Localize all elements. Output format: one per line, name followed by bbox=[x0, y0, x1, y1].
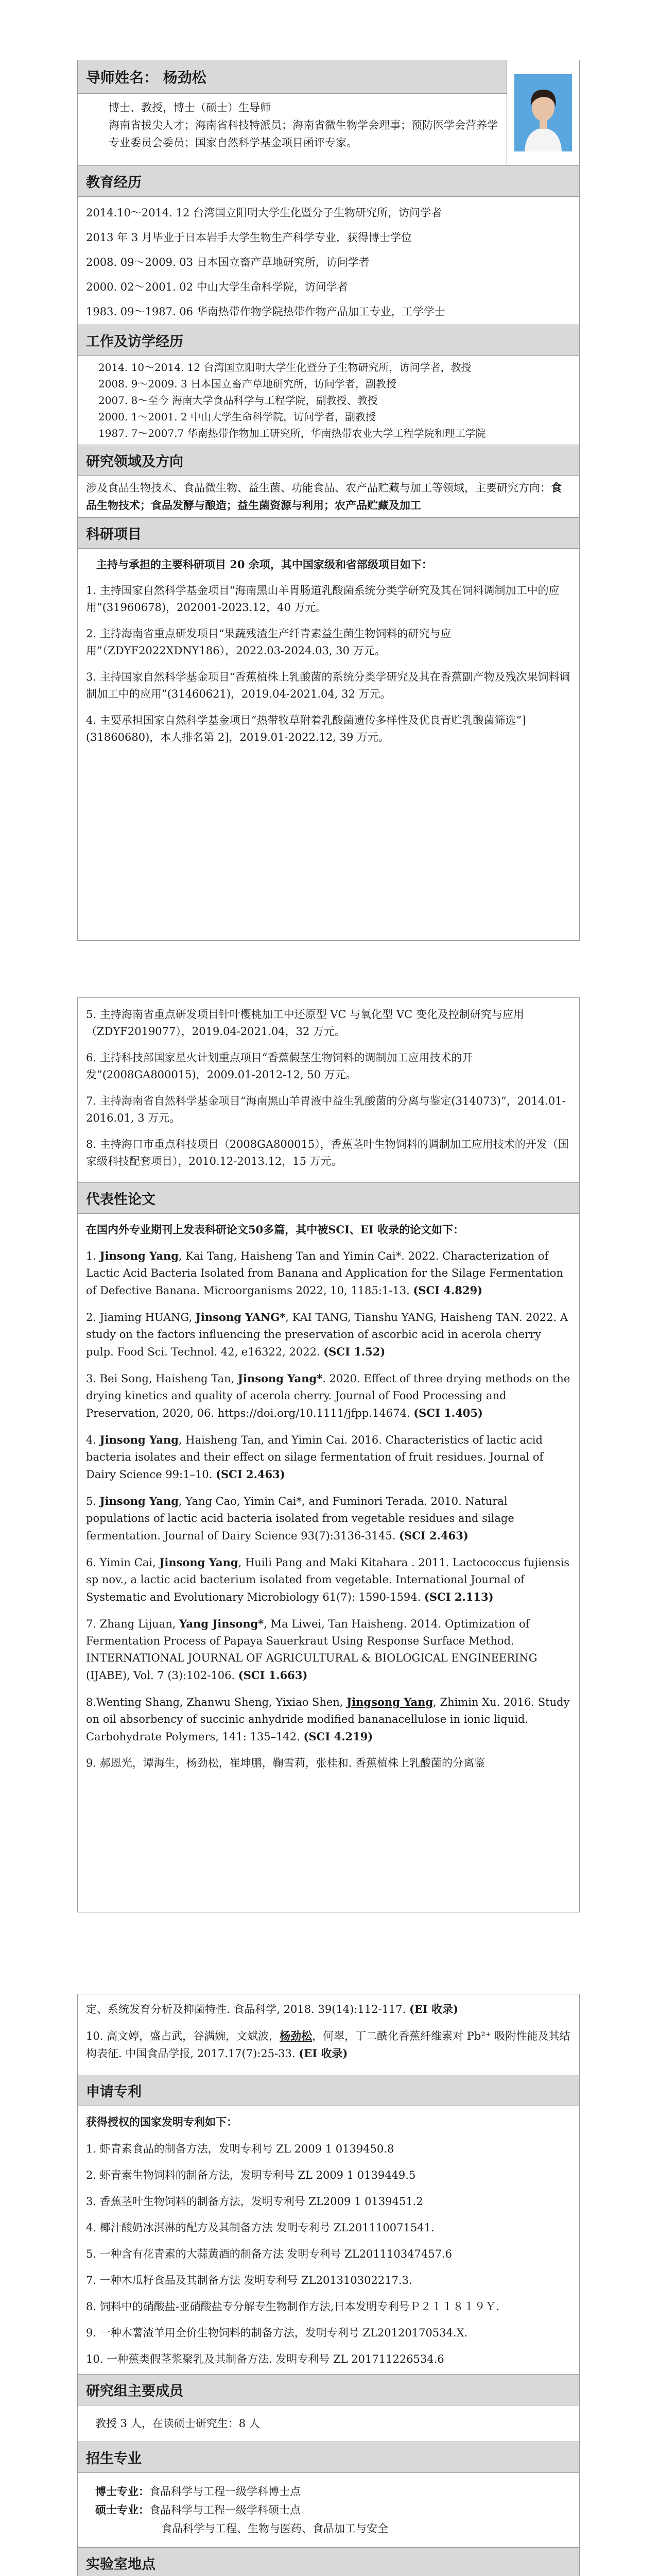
patent-item: 10. 一种蕉类假茎浆聚乳及其制备方法. 发明专利号 ZL 201711226534.6 bbox=[86, 2353, 444, 2365]
project-item: 4. 主要承担国家自然科学基金项目“热带牧草附着乳酸菌遗传多样性及优良青贮乳酸菌筛选”](31860680)，本人排名第 2]，2019.01-2022.12, 39 万元。 bbox=[86, 714, 526, 743]
work-item: 2008. 9～2009. 3 日本国立畜产草地研究所，访问学者，副教授 bbox=[98, 378, 397, 390]
enrollment-text bbox=[78, 2473, 579, 2547]
advisor-titles: 博士、教授，博士（硕士）生导师 bbox=[109, 101, 271, 114]
advisor-honors: 海南省拔尖人才；海南省科技特派员；海南省微生物学会理事；预防医学会营养学专业委员会委员；国家自然科学基金项目函评专家。 bbox=[109, 119, 498, 149]
paper-item: 8.Wenting Shang, Zhanwu Sheng, Yixiao Shen, Jingsong Yang, Zhimin Xu. 2016. Study on oil absorbency of succinic anhydride modified bananacellulose in ionic liquid. Carbohydrate Polymers, 141: 135–142. (SCI 4.219) bbox=[86, 1696, 570, 1743]
paper-index: (SCI 1.52) bbox=[323, 1345, 386, 1358]
research-area-text bbox=[78, 476, 579, 517]
master-label: 硕士专业： bbox=[95, 2503, 149, 2516]
education-item: 2014.10～2014. 12 台湾国立阳明大学生化暨分子生物研究所，访问学者 bbox=[86, 207, 442, 219]
project-item: 3. 主持国家自然科学基金项目“香蕉植株上乳酸菌的系统分类学研究及其在香蕉副产物及残次果饲料调制加工中的应用”(31460621)，2019.04-2021.04, 32 万元。 bbox=[86, 671, 570, 700]
paper-item: 6. Yimin Cai, Jinsong Yang, Huili Pang and Maki Kitahara . 2011. Lactococcus fujiensis sp nov., a lactic acid bacterium isolated from vegetable. International Journal of Systematic and Evolutionary Microbiology 61(7): 1590-1594. (SCI 2.113) bbox=[86, 1556, 570, 1603]
paper-index: (SCI 1.405) bbox=[413, 1406, 483, 1419]
projects-intro: 主持与承担的主要科研项目 20 余项，其中国家级和省部级项目如下： bbox=[96, 558, 432, 571]
projects-list bbox=[78, 549, 579, 758]
education-item: 2008. 09～2009. 03 日本国立畜产草地研究所，访问学者 bbox=[86, 256, 370, 268]
papers-intro: 在国内外专业期刊上发表科研论文50多篇，其中被SCI、EI 收录的论文如下： bbox=[86, 1223, 464, 1236]
papers-header: 代表性论文 bbox=[78, 1182, 579, 1214]
paper-item: 5. Jinsong Yang, Yang Cao, Yimin Cai*, and Fuminori Terada. 2010. Natural populations of lactic acid bacteria isolated from vegetable residues and silage fermentation. Journal of Dairy Science 93(7):3136-3145. (SCI 2.463) bbox=[86, 1495, 514, 1542]
papers-list-cont bbox=[78, 1994, 579, 2075]
work-header: 工作及访学经历 bbox=[78, 325, 579, 356]
project-item: 6. 主持科技部国家星火计划重点项目“香蕉假茎生物饲料的调制加工应用技术的开发”(2008GA800015)，2009.01-2012-12, 50 万元。 bbox=[86, 1052, 473, 1081]
patents-intro: 获得授权的国家发明专利如下： bbox=[86, 2115, 237, 2128]
group-header: 研究组主要成员 bbox=[78, 2374, 579, 2405]
paper-index: (EI 收录) bbox=[299, 2047, 348, 2060]
patent-item: 3. 香蕉茎叶生物饲料的制备方法，发明专利号 ZL2009 1 0139451.2 bbox=[86, 2195, 423, 2208]
education-list bbox=[78, 197, 579, 325]
paper-author-highlight: Jinsong Yang bbox=[99, 1249, 179, 1262]
phd-program: 食品科学与工程一级学科博士点 bbox=[149, 2485, 301, 2498]
paper-9-start: 9. 郝恩光，谭海生，杨劲松，崔坤鹏，鞠雪莉，张桂和. 香蕉植株上乳酸菌的分离鉴 bbox=[86, 1757, 485, 1769]
paper-index: (SCI 2.463) bbox=[216, 1468, 285, 1481]
education-item: 2000. 02～2001. 02 中山大学生命科学院，访问学者 bbox=[86, 281, 348, 293]
paper-item: 7. Zhang Lijuan, Yang Jinsong*, Ma Liwei, Tan Haisheng. 2014. Optimization of Fermentation Process of Papaya Sauerkraut Using Response Surface Method. INTERNATIONAL JOURNAL OF AGRICULTURAL & BIOLOGICAL ENGINEERING (IJABE), Vol. 7 (3):102-106. (SCI 1.663) bbox=[86, 1617, 537, 1682]
profile-info bbox=[78, 60, 507, 165]
enrollment-header: 招生专业 bbox=[78, 2442, 579, 2473]
patent-item: 8. 饲料中的硝酸盐-亚硝酸盐专分解专生物制作方法,日本发明专利号Ｐ２１１８１９Ｙ. bbox=[86, 2300, 500, 2313]
paper-author-highlight: Jinsong Yang bbox=[159, 1556, 238, 1569]
profile-header bbox=[78, 60, 579, 165]
research-area-header: 研究领域及方向 bbox=[78, 445, 579, 476]
paper-index: (SCI 4.829) bbox=[413, 1284, 483, 1297]
patents-header: 申请专利 bbox=[78, 2075, 579, 2106]
patent-item: 7. 一种木瓜籽食品及其制备方法 发明专利号 ZL201310302217.3. bbox=[86, 2274, 412, 2286]
paper-author-highlight: 杨劲松 bbox=[280, 2029, 313, 2042]
paper-item: 3. Bei Song, Haisheng Tan, Jinsong Yang*. 2020. Effect of three drying methods on the drying kinetics and quality of acerola cherry. Journal of Food Processing and Preservation, 2020, 06. https://doi.org/10.1111/jfpp.14674. (SCI 1.405) bbox=[86, 1372, 570, 1419]
work-list bbox=[78, 356, 579, 445]
advisor-name: 杨劲松 bbox=[163, 69, 206, 86]
project-item: 8. 主持海口市重点科技项目（2008GA800015），香蕉茎叶生物饲料的调制加工应用技术的开发（国家级科技配套项目），2010.12-2013.12，15 万元。 bbox=[86, 1138, 569, 1167]
paper-item: 10. 高文婷，盛占武，谷满婉，文斌波，杨劲松，何翠，丁二酰化香蕉纤维素对 Pb²⁺ 吸附性能及其结构表征. 中国食品学报, 2017.17(7):25-33. (EI 收录) bbox=[86, 2029, 570, 2060]
lab-header: 实验室地点 bbox=[78, 2547, 579, 2576]
patent-item: 2. 虾青素生物饲料的制备方法，发明专利号 ZL 2009 1 0139449.5 bbox=[86, 2169, 416, 2181]
paper-item: 1. Jinsong Yang, Kai Tang, Haisheng Tan and Yimin Cai*. 2022. Characterization of Lactic Acid Bacteria Isolated from Banana and Application for the Silage Fermentation of Defective Banana. Microorganisms 2022, 10, 1185:1-13. (SCI 4.829) bbox=[86, 1249, 563, 1297]
page-2 bbox=[77, 997, 580, 1912]
paper-item: 4. Jinsong Yang, Haisheng Tan, and Yimin Cai. 2016. Characteristics of lactic acid bacteria isolates and their effect on silage fermentation of fruit residues. Journal of Dairy Science 99:1–10. (SCI 2.463) bbox=[86, 1433, 544, 1481]
paper-index: (SCI 2.113) bbox=[424, 1590, 494, 1603]
paper-item bbox=[86, 2001, 571, 2018]
paper-index: (SCI 2.463) bbox=[399, 1529, 469, 1542]
phd-label: 博士专业： bbox=[95, 2485, 149, 2498]
page-3 bbox=[77, 1994, 580, 2576]
work-item: 2007. 8～至今 海南大学食品科学与工程学院，副教授、教授 bbox=[98, 394, 378, 406]
paper-author-highlight: Yang Jinsong* bbox=[179, 1617, 264, 1630]
group-text bbox=[78, 2405, 579, 2442]
projects-list-cont bbox=[78, 998, 579, 1182]
patent-item: 5. 一种含有花青素的大蒜黄酒的制备方法 发明专利号 ZL201110347457.6 bbox=[86, 2248, 452, 2260]
project-item: 2. 主持海南省重点研发项目“果蔬残渣生产纤青素益生菌生物饲料的研究与应用”（ZDYF2022XDNY186），2022.03-2024.03, 30 万元。 bbox=[86, 628, 452, 657]
work-item: 1987. 7～2007.7 华南热带作物加工研究所，华南热带农业大学工程学院和理工学院 bbox=[98, 427, 486, 439]
name-label: 导师姓名： bbox=[86, 69, 159, 86]
project-item: 1. 主持国家自然科学基金项目“海南黑山羊胃肠道乳酸菌系统分类学研究及其在饲料调制加工中的应用”(31960678)，202001-2023.12，40 万元。 bbox=[86, 584, 560, 614]
work-item: 2014. 10～2014. 12 台湾国立阳明大学生化暨分子生物研究所，访问学者，教授 bbox=[98, 361, 472, 374]
patent-item: 9. 一种木薯渣羊用全价生物饲料的制备方法，发明专利号 ZL20120170534.X. bbox=[86, 2327, 468, 2339]
patents-list bbox=[78, 2106, 579, 2374]
paper-9-rest: 定、系统发育分析及抑菌特性. 食品科学, 2018. 39(14):112-117. bbox=[86, 2003, 410, 2015]
project-item: 7. 主持海南省自然科学基金项目“海南黑山羊胃液中益生乳酸菌的分离与鉴定(314073)”，2014.01-2016.01, 3 万元。 bbox=[86, 1095, 566, 1124]
projects-header: 科研项目 bbox=[78, 517, 579, 549]
paper-author-highlight: Jinsong Yang bbox=[99, 1433, 179, 1446]
paper-author-highlight: Jingsong Yang bbox=[346, 1696, 433, 1708]
portrait-photo bbox=[507, 60, 579, 165]
papers-list bbox=[78, 1214, 579, 1775]
research-area-desc: 涉及食品生物技术、食品微生物、益生菌、功能食品、农产品贮藏与加工等领域，主要研究方向： bbox=[86, 482, 551, 494]
paper-author-highlight: Jinsong Yang* bbox=[238, 1372, 323, 1385]
research-directions: 食品生物技术；食品发酵与酿造；益生菌资源与利用；农产品贮藏及加工 bbox=[86, 481, 562, 512]
paper-item-partial bbox=[86, 1755, 571, 1772]
paper-index: (SCI 1.663) bbox=[238, 1669, 308, 1682]
paper-index: (SCI 4.219) bbox=[303, 1730, 373, 1743]
paper-index: (EI 收录) bbox=[409, 2003, 459, 2015]
master-program-1: 食品科学与工程一级学科硕士点 bbox=[149, 2504, 301, 2516]
advisor-name-bar bbox=[78, 60, 507, 94]
education-item: 1983. 09～1987. 06 华南热带作物学院热带作物产品加工专业，工学学士 bbox=[86, 306, 445, 318]
paper-author-highlight: Jinsong YANG* bbox=[195, 1311, 286, 1324]
paper-item: 2. Jiaming HUANG, Jinsong YANG*, KAI TANG, Tianshu YANG, Haisheng TAN. 2022. A study on the factors influencing the preservation of ascorbic acid in acerola cherry pulp. Food Sci. Technol. 42, e16322, 2022. (SCI 1.52) bbox=[86, 1311, 568, 1358]
project-item: 5. 主持海南省重点研发项目针叶樱桃加工中还原型 VC 与氧化型 VC 变化及控制研究与应用（ZDYF2019077），2019.04-2021.04，32 万元。 bbox=[86, 1008, 524, 1038]
education-header: 教育经历 bbox=[78, 165, 579, 197]
education-item: 2013 年 3 月毕业于日本岩手大学生物生产科学专业，获得博士学位 bbox=[86, 231, 412, 244]
paper-author-highlight: Jinsong Yang bbox=[99, 1495, 179, 1507]
patent-item: 4. 椰汁酸奶冰淇淋的配方及其制备方法 发明专利号 ZL201110071541. bbox=[86, 2222, 435, 2234]
group-members: 教授 3 人，在读硕士研究生：8 人 bbox=[95, 2417, 260, 2430]
page-1 bbox=[77, 60, 580, 941]
patent-item: 1. 虾青素食品的制备方法，发明专利号 ZL 2009 1 0139450.8 bbox=[86, 2143, 394, 2155]
master-program-2: 食品科学与工程、生物与医药、食品加工与安全 bbox=[161, 2522, 388, 2535]
work-item: 2000. 1～2001. 2 中山大学生命科学院，访问学者，副教授 bbox=[98, 411, 376, 423]
